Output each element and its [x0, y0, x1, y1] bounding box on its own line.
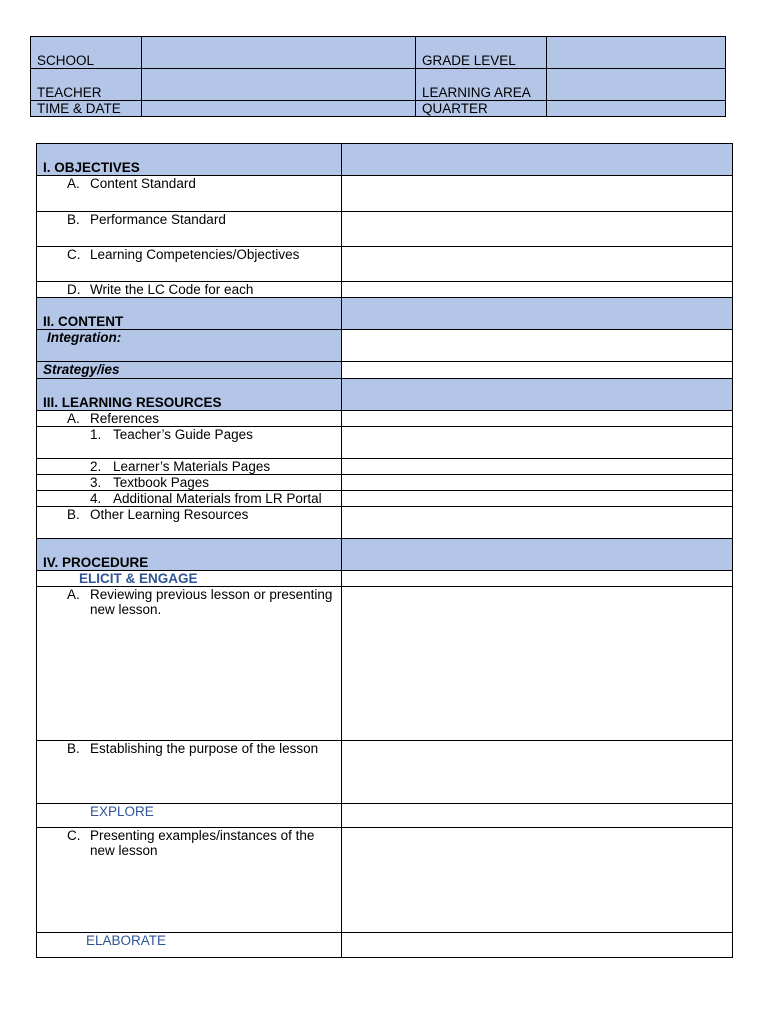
- other-resources-field[interactable]: [342, 507, 733, 539]
- school-label: SCHOOL: [31, 37, 142, 69]
- learning-competencies-label: C. Learning Competencies/Objectives: [37, 247, 342, 282]
- learning-resources-field[interactable]: [342, 379, 733, 411]
- elicit-engage-label: ELICIT & ENGAGE: [37, 571, 342, 587]
- teachers-guide-field[interactable]: [342, 427, 733, 459]
- content-standard-label: A. Content Standard: [37, 176, 342, 212]
- learners-materials-field[interactable]: [342, 459, 733, 475]
- teacher-label: TEACHER: [31, 69, 142, 101]
- time-date-label: TIME & DATE: [31, 101, 142, 117]
- textbook-pages-label: 3. Textbook Pages: [37, 475, 342, 491]
- learning-resources-heading: III. LEARNING RESOURCES: [37, 379, 342, 411]
- content-field[interactable]: [342, 298, 733, 330]
- explore-field[interactable]: [342, 804, 733, 828]
- learners-materials-label: 2. Learner’s Materials Pages: [37, 459, 342, 475]
- presenting-examples-field[interactable]: [342, 828, 733, 933]
- explore-label: EXPLORE: [37, 804, 342, 828]
- learning-area-field[interactable]: [547, 69, 726, 101]
- school-field[interactable]: [142, 37, 416, 69]
- grade-level-label: GRADE LEVEL: [416, 37, 547, 69]
- reviewing-lesson-label: A. Reviewing previous lesson or presenting new lesson.: [37, 587, 342, 741]
- strategies-field[interactable]: [342, 362, 733, 379]
- teachers-guide-label: 1. Teacher’s Guide Pages: [37, 427, 342, 459]
- quarter-label: QUARTER: [416, 101, 547, 117]
- procedure-heading: IV. PROCEDURE: [37, 539, 342, 571]
- grade-level-field[interactable]: [547, 37, 726, 69]
- lc-code-label: D. Write the LC Code for each: [37, 282, 342, 298]
- objectives-field[interactable]: [342, 144, 733, 176]
- strategies-label: Strategy/ies: [37, 362, 342, 379]
- objectives-heading: I. OBJECTIVES: [37, 144, 342, 176]
- other-resources-label: B. Other Learning Resources: [37, 507, 342, 539]
- performance-standard-label: B. Performance Standard: [37, 212, 342, 247]
- establishing-purpose-field[interactable]: [342, 741, 733, 804]
- elaborate-field[interactable]: [342, 933, 733, 958]
- integration-label: Integration:: [37, 330, 342, 362]
- lc-code-field[interactable]: [342, 282, 733, 298]
- integration-field[interactable]: [342, 330, 733, 362]
- elaborate-label: ELABORATE: [37, 933, 342, 958]
- additional-materials-label: 4. Additional Materials from LR Portal: [37, 491, 342, 507]
- reviewing-lesson-field[interactable]: [342, 587, 733, 741]
- quarter-field[interactable]: [547, 101, 726, 117]
- teacher-field[interactable]: [142, 69, 416, 101]
- content-standard-field[interactable]: [342, 176, 733, 212]
- performance-standard-field[interactable]: [342, 212, 733, 247]
- procedure-field[interactable]: [342, 539, 733, 571]
- additional-materials-field[interactable]: [342, 491, 733, 507]
- time-date-field[interactable]: [142, 101, 416, 117]
- elicit-engage-field[interactable]: [342, 571, 733, 587]
- lesson-plan-table: [36, 143, 733, 958]
- learning-competencies-field[interactable]: [342, 247, 733, 282]
- textbook-pages-field[interactable]: [342, 475, 733, 491]
- content-heading: II. CONTENT: [37, 298, 342, 330]
- references-label: A. References: [37, 411, 342, 427]
- header-info-table: [30, 36, 726, 117]
- references-field[interactable]: [342, 411, 733, 427]
- establishing-purpose-label: B. Establishing the purpose of the lesson: [37, 741, 342, 804]
- presenting-examples-label: C. Presenting examples/instances of the new lesson: [37, 828, 342, 933]
- learning-area-label: LEARNING AREA: [416, 69, 547, 101]
